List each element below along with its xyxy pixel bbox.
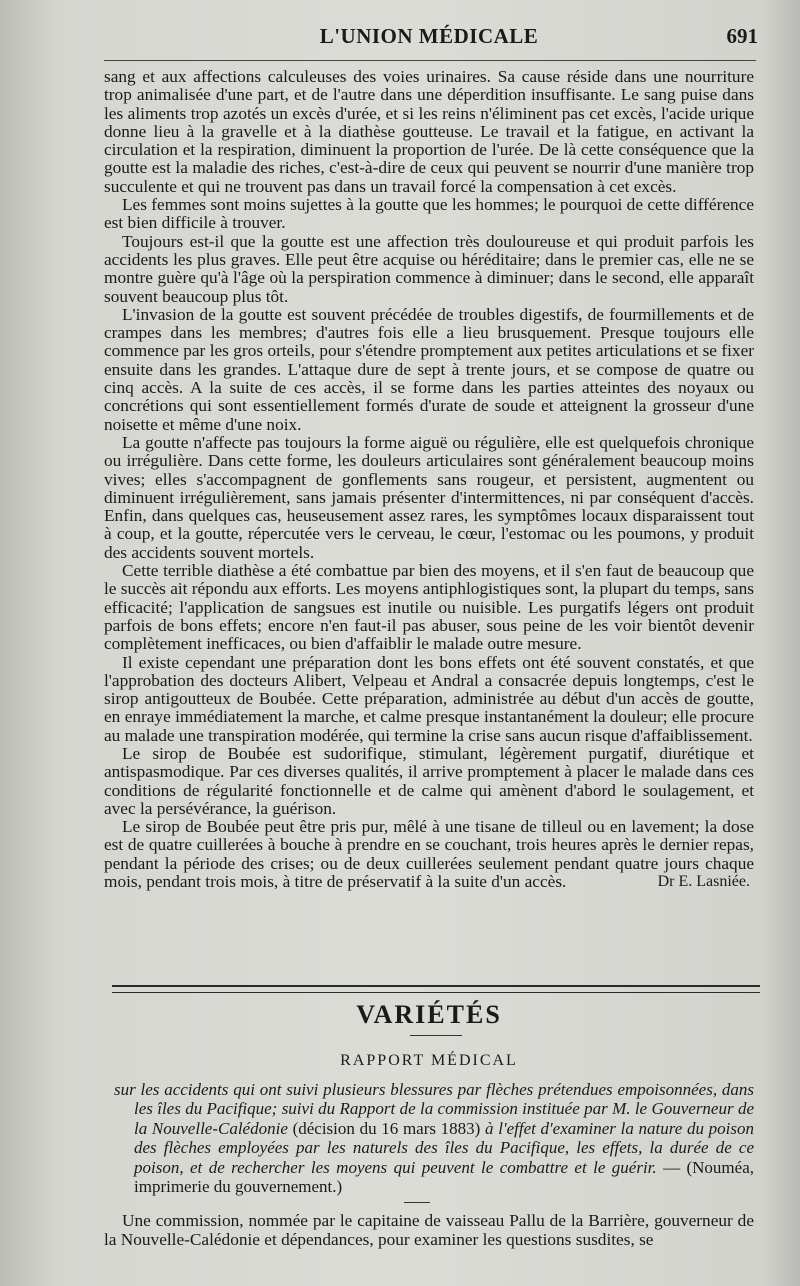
article-paragraph: Les femmes sont moins sujettes à la goutte que les hommes; le pourquoi de cette différence est bien difficile à trouver. <box>104 195 754 233</box>
article-paragraph: Il existe cependant une préparation dont les bons effets ont été souvent constatés, et que l'approbation des docteurs Alibert, Velpeau et Andral a consacrée depuis longtemps, c'est le sirop antigoutteux de Boubée. Cette préparation, administrée au début d'un accès de goutte, en enraye immédiatement la marche, et calme presque instantanément la douleur; elle procure au malade une transpiration modérée, qui termine la crise sans aucun risque d'affaiblissement. <box>104 652 754 745</box>
article-paragraph: Cette terrible diathèse a été combattue par bien des moyens, et il s'en faut de beaucoup que le succès ait répondu aux efforts. Les moyens antiphlogistiques sont, la plupart du temps, sans efficacité; l'application de sangsues est inutile ou nuisible. Les purgatifs légers ont produit parfois de bons effets; encore n'en faut-il pas abuser, sous peine de les voir bientôt devenir complètement inefficaces, ou bien d'affaiblir le malade outre mesure. <box>104 561 755 654</box>
section-title: VARIÉTÉS <box>356 1000 502 1029</box>
author-signature: Dr E. Lasniée. <box>657 873 750 891</box>
report-citation <box>114 1080 754 1196</box>
page-number: 691 <box>726 24 758 48</box>
running-title: L'UNION MÉDICALE <box>319 24 539 48</box>
article-body <box>104 68 754 891</box>
article-paragraph: Le sirop de Boubée peut être pris pur, mêlé à une tisane de tilleul ou en lavement; la dose est de quatre cuillerées à bouche à prendre en se couchant, trois heures après le dernier repas, pendant la période des crises; ou de deux cuillerées seulement pendant quatre jours chaque mois, pendant trois mois, à titre de préservatif à la suite d'un accès. <box>104 817 754 892</box>
article-paragraph: Toujours est-il que la goutte est une affection très douloureuse et qui produit parfois les accidents les plus graves. Elle peut être acquise ou héréditaire; dans le premier cas, elle ne se montre guère qu'à l'âge où la perspiration commence à diminuer; dans le second, elle apparaît souvent beaucoup plus tôt. <box>104 231 754 306</box>
report-paragraph: Une commission, nommée par le capitaine de vaisseau Pallu de la Barrière, gouverneur de la Nouvelle-Calédonie et dépendances, pour examiner les questions susdites, se <box>104 1211 754 1249</box>
title-underline <box>410 1035 462 1036</box>
header-rule <box>104 60 756 61</box>
citation-italic: à l'effet d'examiner la nature du poison des flèches employées par les naturels des îles du Pacifique, les effets, la durée de ce poison, et de rechercher les moyens qui peuvent le combattre et le guérir. <box>134 1118 754 1177</box>
section-divider <box>112 985 760 993</box>
article-paragraph: Le sirop de Boubée est sudorifique, stimulant, légèrement purgatif, diurétique et antispasmodique. Par ces diverses qualités, il arrive promptement à placer le malade dans ces conditions de régularité fonctionnelle et de calme qui amènent d'abord le soulagement, et avec la persévérance, la guérison. <box>104 743 754 818</box>
citation-italic: sur les accidents qui ont suivi plusieurs blessures par flèches prétendues empoisonnées, dans les îles du Pacifique; suivi du Rapport de la commission instituée par M. le Gouverneur de la Nouvelle-Calédonie <box>114 1080 754 1138</box>
article-paragraph: sang et aux affections calculeuses des voies urinaires. Sa cause réside dans une nourriture trop animalisée d'une part, et de l'autre dans une déperdition insuffisante. Le sang puise dans les aliments trop azotés un excès d'urée, et si les reins n'éliminent pas cet excès, l'acide urique donne lieu à la gravelle et à la diathèse goutteuse. Le travail et la fatigue, en activant la circulation et la respiration, diminuent la proportion de l'urée. De là cette conséquence que la goutte est la maladie des riches, c'est-à-dire de ceux qui peuvent se nourrir d'une manière trop succulente et qui ne trouvent pas dans un travail forcé la compensation à cet excès. <box>104 67 754 196</box>
report-title: RAPPORT MÉDICAL <box>340 1052 518 1069</box>
article-paragraph: L'invasion de la goutte est souvent précédée de troubles digestifs, de fourmillements et de crampes dans les membres; d'autres fois elle a lieu brusquement. Presque toujours elle commence par les gros orteils, pour s'étendre promptement aux petites articulations et se fixer ensuite dans les grandes. L'attaque dure de sept à trente jours, et se compose de quatre ou cinq accès. A la suite de ces accès, il se forme dans les parties atteintes des noyaux ou concrétions qui sont essentiellement formés d'urate de soude et atteignent la grosseur d'une noisette et même d'une noix. <box>104 304 754 434</box>
citation-roman: (décision du 16 mars 1883) <box>292 1118 486 1138</box>
page-header <box>100 22 758 56</box>
article-paragraph: La goutte n'affecte pas toujours la forme aiguë ou régulière, elle est quelquefois chronique ou irrégulière. Dans cette forme, les douleurs articulaires sont généralement beaucoup moins vives; elles s'accompagnent de gonflements sans rougeur, et persistent, augmentent ou diminuent irrégulièrement, sans jamais présenter d'intermittences, ni par conséquent d'accès. Enfin, dans quelques cas, heuseusement assez rares, les symptômes locaux disparaissent tout à coup, et la goutte, répercutée vers le cerveau, le cœur, l'estomac ou les poumons, y produit des accidents souvent mortels. <box>104 432 754 562</box>
citation-divider <box>404 1202 430 1203</box>
closing-paragraph-wrap <box>104 818 754 891</box>
citation-roman: — (Nouméa, imprimerie du gouvernement.) <box>134 1157 754 1197</box>
